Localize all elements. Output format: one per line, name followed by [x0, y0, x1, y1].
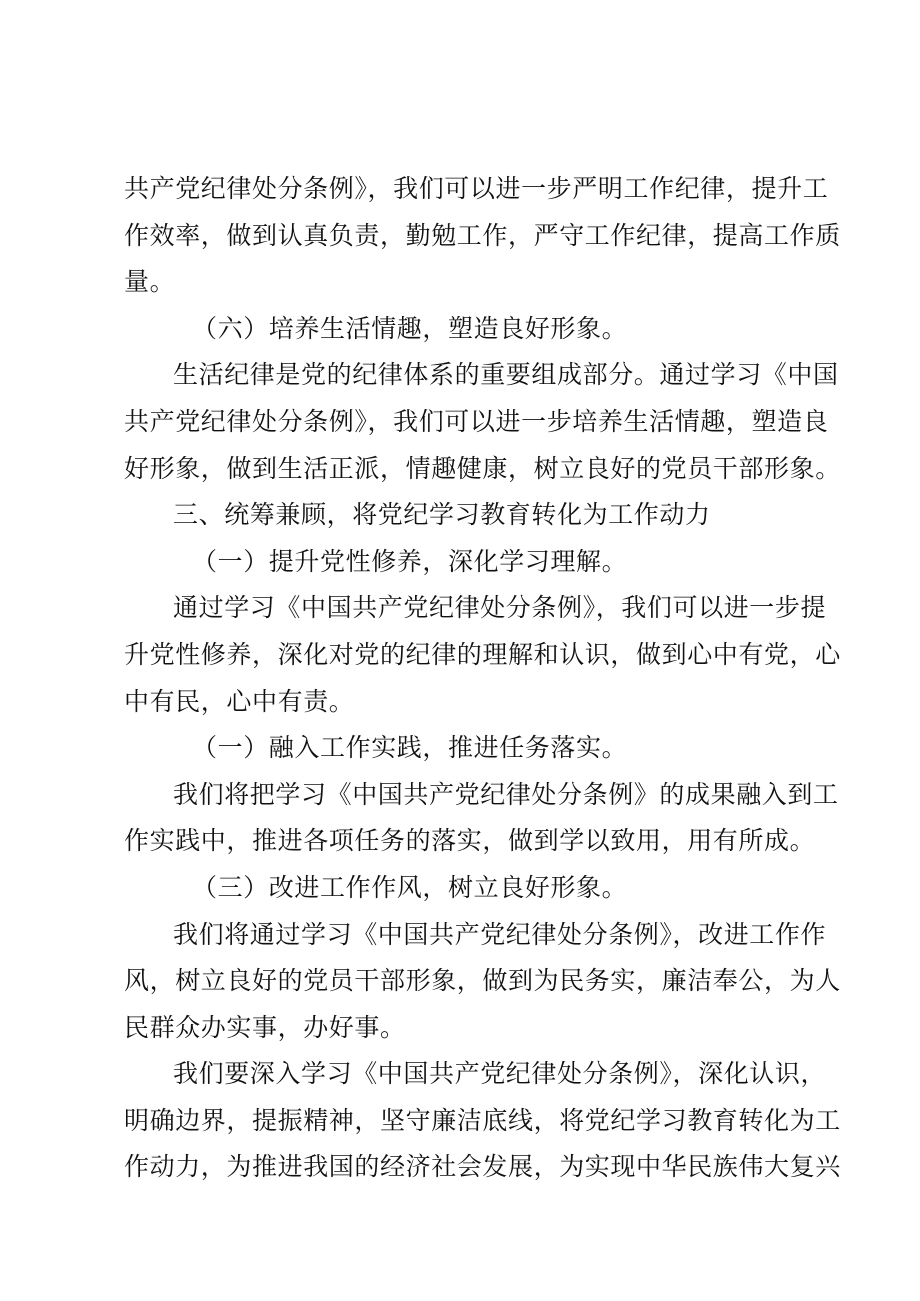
- text-line: 明确边界，提振精神，坚守廉洁底线，将党纪学习教育转化为工: [124, 1105, 841, 1135]
- section-heading: （一）融入工作实践，推进任务落实。: [192, 733, 628, 763]
- paragraph-start: 我们将通过学习《中国共产党纪律处分条例》，改进工作作: [173, 919, 827, 949]
- paragraph-start: 生活纪律是党的纪律体系的重要组成部分。通过学习《中国: [173, 360, 839, 390]
- text-line: 作动力，为推进我国的经济社会发展，为实现中华民族伟大复兴: [124, 1152, 841, 1182]
- text-line: 量。: [124, 267, 176, 297]
- text-line: 风，树立良好的党员干部形象，做到为民务实，廉洁奉公，为人: [124, 966, 841, 996]
- paragraph-start: 我们要深入学习《中国共产党纪律处分条例》，深化认识，: [173, 1059, 827, 1089]
- text-line: 共产党纪律处分条例》，我们可以进一步严明工作纪律，提升工: [124, 174, 829, 203]
- paragraph-start: 通过学习《中国共产党纪律处分条例》，我们可以进一步提: [173, 593, 827, 623]
- section-heading: （一）提升党性修养，深化学习理解。: [192, 546, 628, 576]
- text-line: 中有民，心中有责。: [124, 686, 355, 716]
- chapter-heading: 三、统筹兼顾，将党纪学习教育转化为工作动力: [173, 500, 711, 530]
- text-line: 民群众办实事，办好事。: [124, 1012, 406, 1042]
- text-line: 好形象，做到生活正派，情趣健康，树立良好的党员干部形象。: [124, 453, 841, 483]
- text-line: 共产党纪律处分条例》，我们可以进一步培养生活情趣，塑造良: [124, 406, 829, 436]
- text-line: 作效率，做到认真负责，勤勉工作，严守工作纪律，提高工作质: [124, 220, 841, 250]
- paragraph-start: 我们将把学习《中国共产党纪律处分条例》的成果融入到工: [173, 779, 839, 809]
- document-body: [124, 166, 841, 1191]
- text-line: 作实践中，推进各项任务的落实，做到学以致用，用有所成。: [124, 826, 816, 856]
- section-heading: （三）改进工作作风，树立良好形象。: [192, 872, 628, 902]
- text-line: 升党性修养，深化对党的纪律的理解和认识，做到心中有党，心: [124, 639, 841, 669]
- section-heading: （六）培养生活情趣，塑造良好形象。: [192, 313, 628, 343]
